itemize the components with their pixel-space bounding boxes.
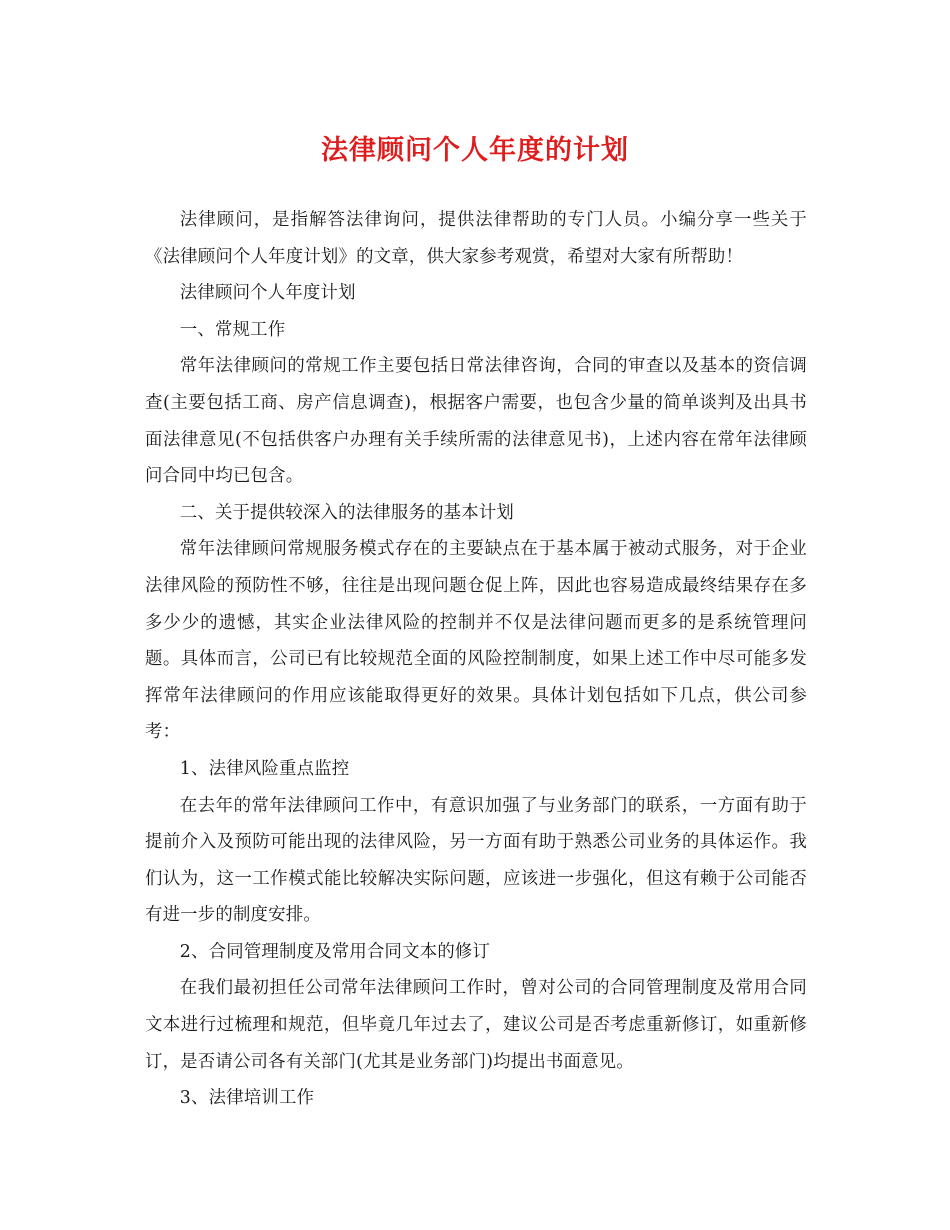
subsection-heading: 1、法律风险重点监控	[179, 758, 350, 779]
section-heading: 法律顾问个人年度计划	[179, 283, 356, 304]
subsection-heading: 2、合同管理制度及常用合同文本的修订	[179, 941, 491, 962]
document-title: 法律顾问个人年度的计划	[321, 135, 629, 166]
body-paragraph: 常年法律顾问常规服务模式存在的主要缺点在于基本属于被动式服务，对于企业法律风险的预防性不够，往往是出现问题仓促上阵，因此也容易造成最终结果存在多多少少的遗憾，其实企业法律风险的控制并不仅是法律问题而更多的是系统管理问题。具体而言，公司已有比较规范全面的风险控制制度，如果上述工作中尽可能多发挥常年法律顾问的作用应该能取得更好的效果。具体计划包括如下几点，供公司参考：	[145, 539, 807, 743]
section-heading: 一、常规工作	[179, 319, 286, 340]
body-paragraph: 在去年的常年法律顾问工作中，有意识加强了与业务部门的联系，一方面有助于提前介入及预防可能出现的法律风险，另一方面有助于熟悉公司业务的具体运作。我们认为，这一工作模式能比较解决实际问题，应该进一步强化，但这有赖于公司能否有进一步的制度安排。	[145, 795, 807, 926]
body-paragraph: 在我们最初担任公司常年法律顾问工作时，曾对公司的合同管理制度及常用合同文本进行过梳理和规范，但毕竟几年过去了，建议公司是否考虑重新修订，如重新修订，是否请公司各有关部门(尤其是业务部门)均提出书面意见。	[145, 978, 807, 1072]
section-heading: 二、关于提供较深入的法律服务的基本计划	[179, 502, 515, 523]
document-body	[145, 202, 807, 1117]
body-paragraph: 常年法律顾问的常规工作主要包括日常法律咨询，合同的审查以及基本的资信调查(主要包括工商、房产信息调查)，根据客户需要，也包含少量的简单谈判及出具书面法律意见(不包括供客户办理有关手续所需的法律意见书)，上述内容在常年法律顾问合同中均已包含。	[145, 356, 807, 487]
intro-paragraph: 法律顾问，是指解答法律询问，提供法律帮助的专门人员。小编分享一些关于《法律顾问个人年度计划》的文章，供大家参考观赏，希望对大家有所帮助！	[145, 210, 807, 267]
subsection-heading: 3、法律培训工作	[179, 1088, 315, 1109]
